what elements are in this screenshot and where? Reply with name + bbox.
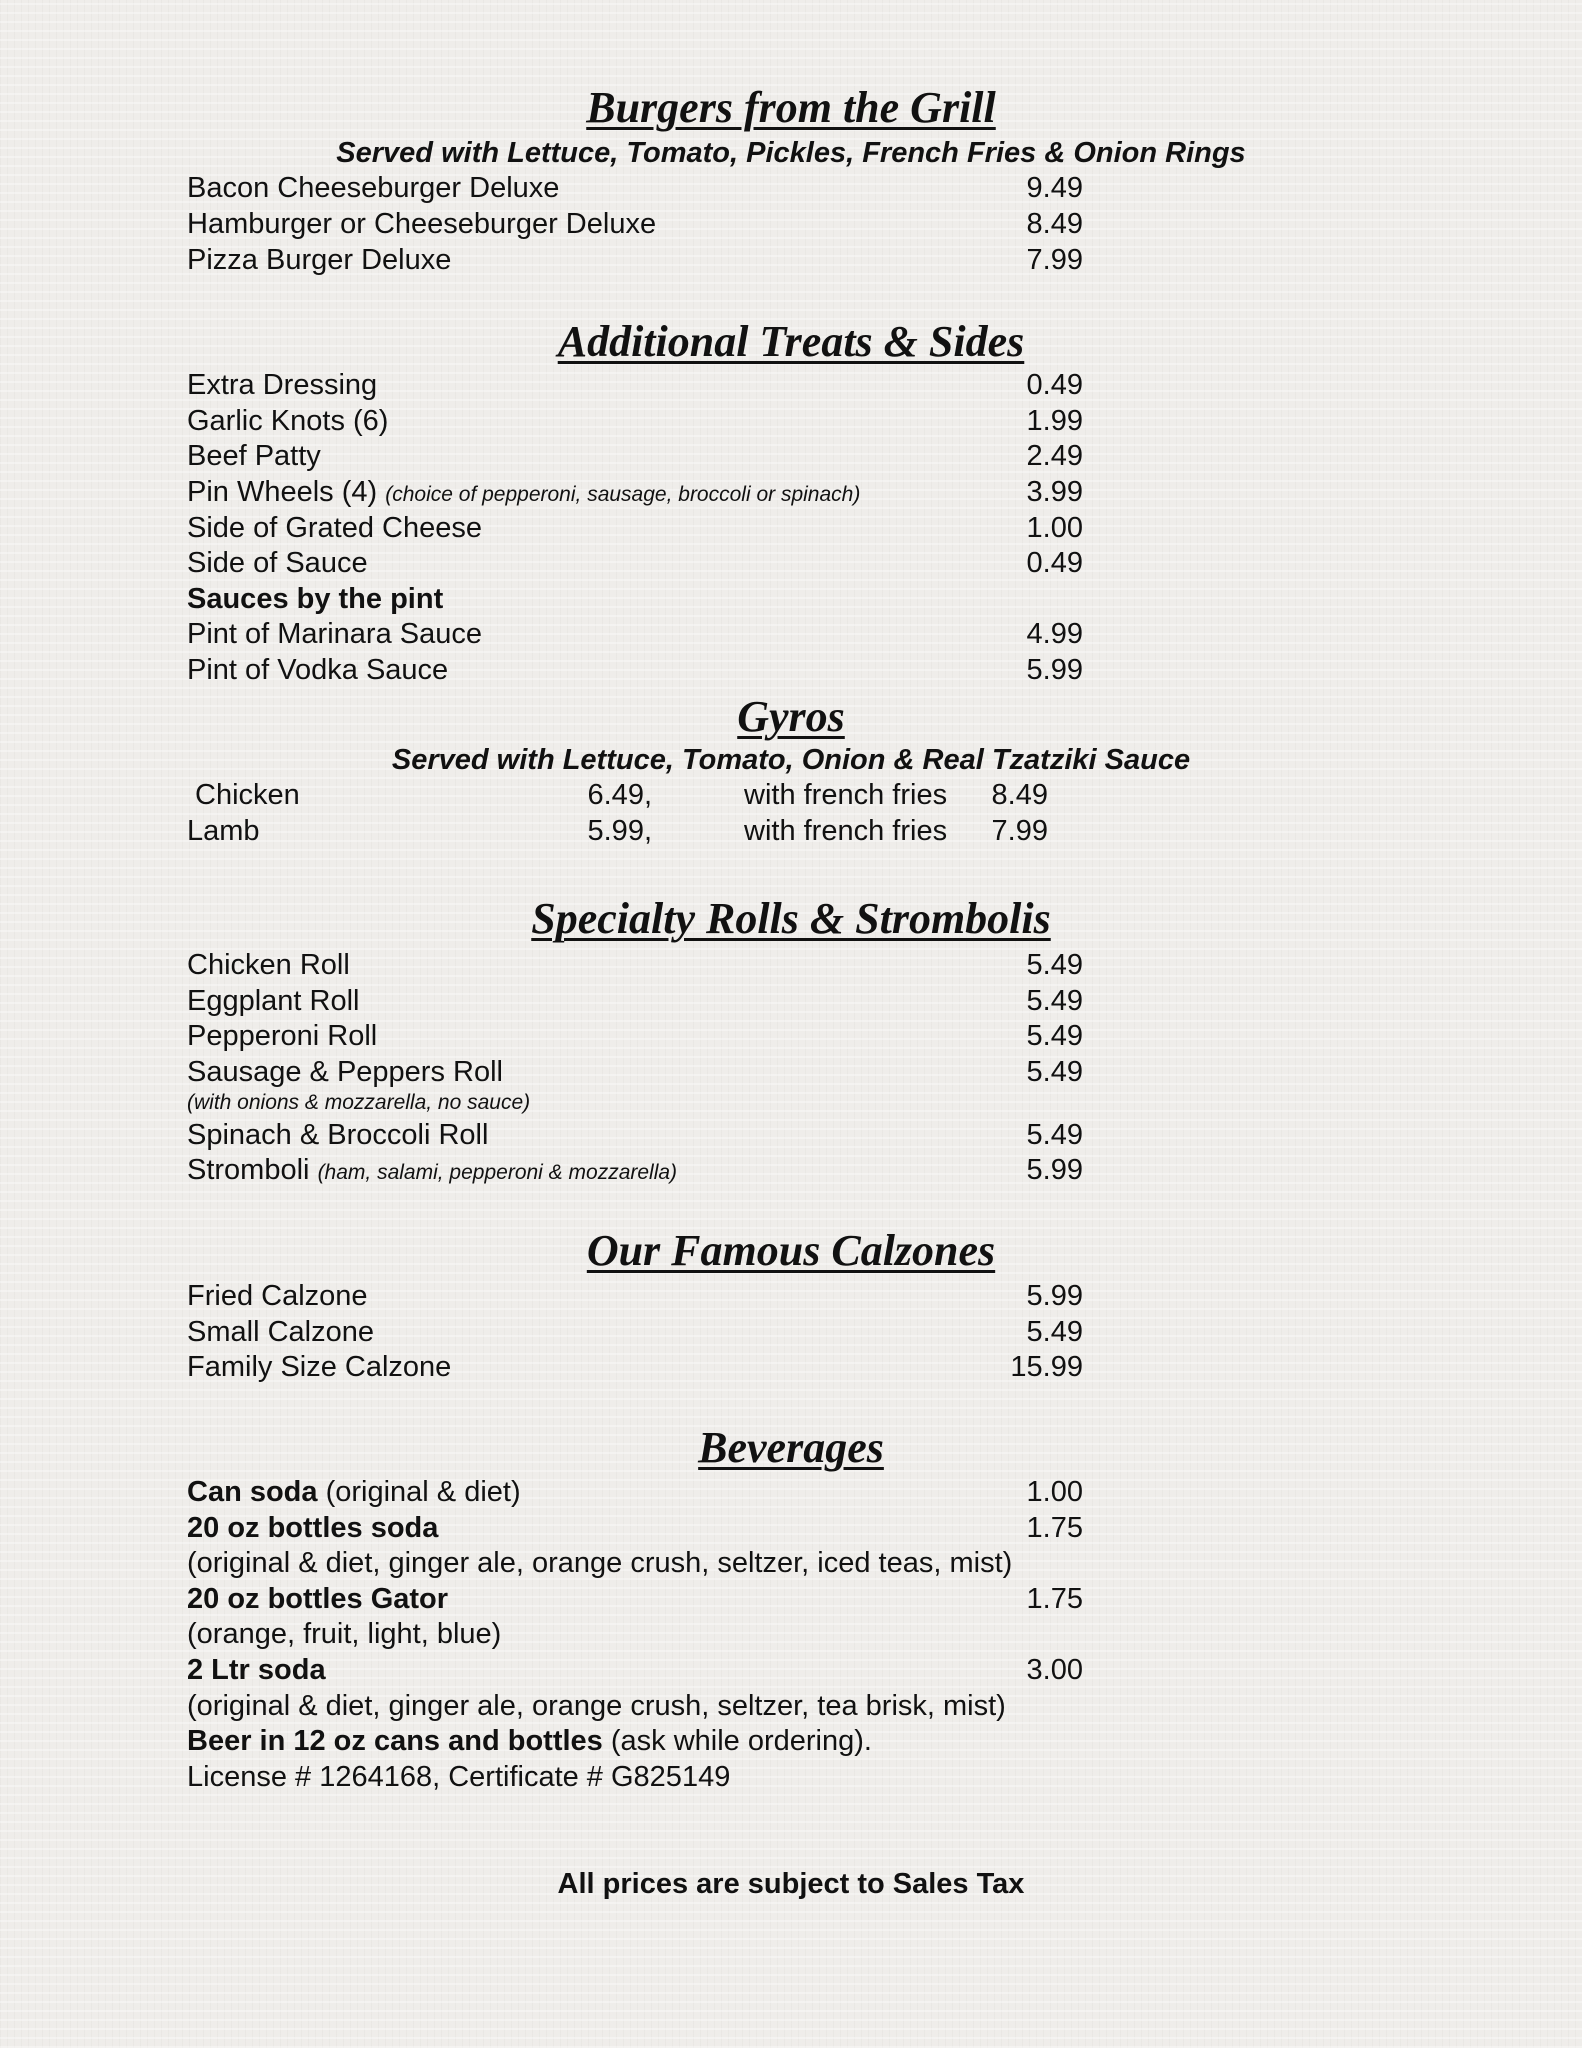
menu-item — [187, 652, 1087, 688]
item-name: 2 Ltr soda — [187, 1654, 326, 1686]
fries-price: 7.99 — [991, 815, 1048, 847]
item-detail: (orange, fruit, light, blue) — [187, 1618, 502, 1650]
item-price: 0.49 — [1026, 369, 1083, 401]
pint-heading-text: Sauces by the pint — [187, 583, 444, 615]
pint-heading — [187, 581, 1087, 617]
item-name: Spinach & Broccoli Roll — [187, 1119, 489, 1151]
item-name: Side of Sauce — [187, 547, 368, 579]
item-price: 3.99 — [1026, 476, 1083, 508]
item-name: Lamb — [187, 815, 260, 847]
license-info: License # 1264168, Certificate # G825149 — [187, 1761, 731, 1793]
menu-item — [187, 367, 1087, 403]
item-price: 8.49 — [1026, 208, 1083, 240]
item-price: 3.00 — [1026, 1654, 1083, 1686]
gyros-subtitle: Served with Lettuce, Tomato, Onion & Real Tzatziki Sauce — [391, 744, 1191, 776]
item-note: (ham, salami, pepperoni & mozzarella) — [317, 1161, 678, 1184]
item-note: (with onions & mozzarella, no sauce) — [187, 1091, 531, 1114]
item-price: 5.99 — [1026, 1280, 1083, 1312]
item-name-text: Pin Wheels (4) — [187, 476, 378, 508]
menu-item — [187, 1152, 1087, 1188]
item-price: 15.99 — [1010, 1351, 1083, 1383]
item-name: Hamburger or Cheeseburger Deluxe — [187, 208, 657, 240]
item-name: Pizza Burger Deluxe — [187, 244, 452, 276]
menu-item — [187, 170, 1087, 206]
sides-title: Additional Treats & Sides — [557, 317, 1025, 366]
item-price: 2.49 — [1026, 440, 1083, 472]
item-name: Family Size Calzone — [187, 1351, 452, 1383]
item-detail: (original & diet) — [325, 1476, 521, 1508]
item-price: 1.75 — [1026, 1583, 1083, 1615]
item-price: 5.49 — [1026, 949, 1083, 981]
item-price: 9.49 — [1026, 172, 1083, 204]
menu-item — [187, 1054, 1087, 1090]
item-price: 7.99 — [1026, 244, 1083, 276]
item-name-text: Can soda — [187, 1476, 318, 1508]
gyros-title: Gyros — [737, 692, 845, 741]
item-name: Beer in 12 oz cans and bottles — [187, 1725, 603, 1757]
item-name: Beef Patty — [187, 440, 321, 472]
menu-item — [187, 1349, 1087, 1385]
item-name: Small Calzone — [187, 1316, 374, 1348]
item-price: 5.99 — [1026, 1154, 1083, 1186]
item-name: Eggplant Roll — [187, 985, 360, 1017]
menu-item — [187, 206, 1087, 242]
item-detail: (ask while ordering). — [610, 1725, 872, 1757]
item-price: 5.49 — [1026, 985, 1083, 1017]
item-name: Chicken Roll — [187, 949, 350, 981]
menu-item — [187, 510, 1087, 546]
item-price: 0.49 — [1026, 547, 1083, 579]
beverage-beer — [187, 1723, 872, 1759]
menu-item — [187, 1018, 1087, 1054]
item-price: 4.99 — [1026, 618, 1083, 650]
menu-item — [187, 1314, 1087, 1350]
item-name: Extra Dressing — [187, 369, 378, 401]
item-price: 1.99 — [1026, 405, 1083, 437]
fries-label: with french fries — [744, 779, 948, 811]
menu-item — [187, 1278, 1087, 1314]
menu-item — [187, 474, 1087, 510]
menu-item — [187, 242, 1087, 278]
item-note: (choice of pepperoni, sausage, broccoli or spinach) — [385, 483, 861, 506]
item-price: 1.75 — [1026, 1512, 1083, 1544]
beverages-title: Beverages — [698, 1423, 884, 1472]
item-price: 5.49 — [1026, 1119, 1083, 1151]
item-name: Fried Calzone — [187, 1280, 368, 1312]
item-name: Pint of Vodka Sauce — [187, 654, 449, 686]
menu-item — [187, 438, 1087, 474]
beverage-bottles — [187, 1510, 1087, 1546]
menu-item — [187, 545, 1087, 581]
item-name: Sausage & Peppers Roll — [187, 1056, 503, 1088]
sales-tax-note: All prices are subject to Sales Tax — [557, 1868, 1025, 1900]
item-price: 1.00 — [1026, 512, 1083, 544]
beverage-can — [187, 1474, 1087, 1510]
item-detail: (original & diet, ginger ale, orange crush, seltzer, tea brisk, mist) — [187, 1690, 1006, 1722]
fries-label: with french fries — [744, 815, 948, 847]
item-name: Pint of Marinara Sauce — [187, 618, 482, 650]
item-name: 20 oz bottles Gator — [187, 1583, 449, 1615]
item-name: Bacon Cheeseburger Deluxe — [187, 172, 560, 204]
item-price: 6.49, — [587, 779, 652, 811]
item-price: 5.49 — [1026, 1316, 1083, 1348]
menu-item — [187, 1117, 1087, 1153]
gyro-item — [187, 777, 1087, 813]
item-name-text: Stromboli — [187, 1154, 310, 1186]
item-name: Side of Grated Cheese — [187, 512, 483, 544]
menu-item — [187, 947, 1087, 983]
item-price: 5.49 — [1026, 1056, 1083, 1088]
item-price: 5.49 — [1026, 1020, 1083, 1052]
item-price: 1.00 — [1026, 1476, 1083, 1508]
rolls-title: Specialty Rolls & Strombolis — [531, 894, 1051, 943]
burgers-subtitle: Served with Lettuce, Tomato, Pickles, French Fries & Onion Rings — [336, 137, 1246, 169]
beverage-2ltr — [187, 1652, 1087, 1688]
gyro-item — [187, 813, 1087, 849]
fries-price: 8.49 — [991, 779, 1048, 811]
burgers-title: Burgers from the Grill — [586, 83, 996, 132]
item-name: 20 oz bottles soda — [187, 1512, 439, 1544]
item-name: Chicken — [195, 779, 300, 811]
beverage-gator — [187, 1581, 1087, 1617]
item-name: Garlic Knots (6) — [187, 405, 389, 437]
item-price: 5.99, — [587, 815, 652, 847]
item-price: 5.99 — [1026, 654, 1083, 686]
menu-item — [187, 616, 1087, 652]
item-detail: (original & diet, ginger ale, orange crush, seltzer, iced teas, mist) — [187, 1547, 1013, 1579]
item-name: Pepperoni Roll — [187, 1020, 378, 1052]
menu-item — [187, 983, 1087, 1019]
calzones-title: Our Famous Calzones — [586, 1226, 996, 1275]
menu-item — [187, 403, 1087, 439]
